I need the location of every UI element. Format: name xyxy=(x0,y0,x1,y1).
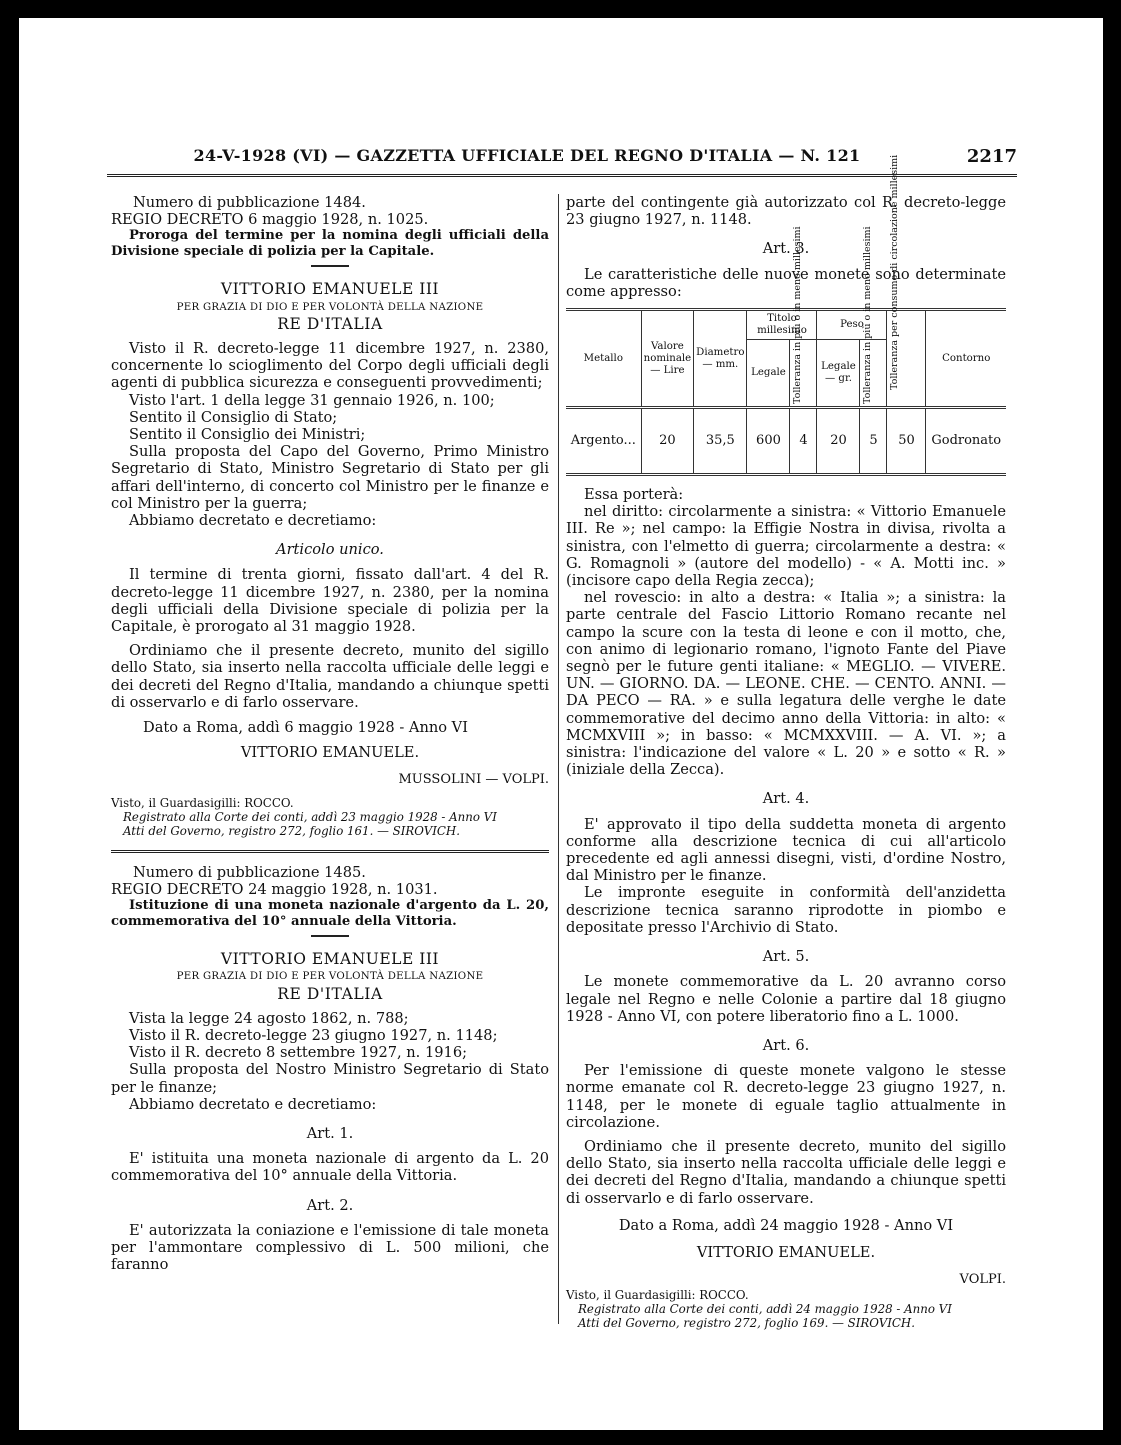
table-cell: 600 xyxy=(747,408,790,475)
table-cell: 50 xyxy=(887,408,926,475)
table-row xyxy=(566,408,1006,475)
table-header: Tolleranza in più o in meno millesimi xyxy=(792,226,804,405)
table-header: Legale — gr. xyxy=(817,340,860,408)
table-header: Titolo millesimo xyxy=(747,310,817,340)
table-header: Tolleranza in più o in meno millesimi xyxy=(862,226,874,405)
decree-subject: Proroga del termine per la nomina degli ufficiali della Divisione speciale di polizia per la Capitale. xyxy=(111,228,549,259)
dated-line: Dato a Roma, addì 6 maggio 1928 - Anno VI xyxy=(143,719,468,737)
article-heading: Art. 1. xyxy=(306,1124,354,1142)
section-separator xyxy=(111,850,549,856)
signature: VITTORIO EMANUELE. xyxy=(696,1243,876,1261)
table-header: Peso xyxy=(817,310,887,340)
article-heading: Art. 3. xyxy=(762,240,810,258)
preamble-line: Sentito il Consiglio dei Ministri; xyxy=(129,426,366,444)
page-number: 2217 xyxy=(966,146,1017,167)
article-heading: Art. 5. xyxy=(762,948,810,966)
preamble-line: Sentito il Consiglio di Stato; xyxy=(129,408,338,426)
grace-line: PER GRAZIA DI DIO E PER VOLONTÀ DELLA NAZIONE xyxy=(176,971,484,983)
table-cell: 4 xyxy=(790,408,817,475)
preamble-line: Visto il R. decreto 8 settembre 1927, n. 1916; xyxy=(129,1044,468,1062)
ministers-signature: VOLPI. xyxy=(959,1272,1006,1288)
article-heading: Art. 2. xyxy=(306,1196,354,1214)
page-header xyxy=(107,146,1017,177)
decree-subject: Istituzione di una moneta nazionale d'argento da L. 20, commemorativa del 10° annuale della Vittoria. xyxy=(111,898,549,929)
table-header: Tolleranza per consumo di circolazione millesimi xyxy=(889,154,901,390)
table-header: Contorno xyxy=(926,310,1006,408)
order-text: Ordiniamo che il presente decreto, munito del sigillo dello Stato, sia inserto nella raccolta ufficiale delle leggi e dei decreti del Regno d'Italia, mandando a chiunque spetti di osservarlo e di farlo osservare. xyxy=(566,1137,1006,1207)
body-text: nel rovescio: in alto a destra: « Italia »; a sinistra: la parte centrale del Fascio Littorio Romano recante nel campo la scure con la testa di leone e con il motto, che, con animo di legionario romano, l'ignoto Fante del Piave segnò per le future genti italiane: « MEGLIO. — VIVERE. UN. — GIORNO. DA. — LEONE. CHE. — CENTO. ANNI. — DA PECO — RA. » e sulla legatura delle verghe le date commemorative del decimo anno della Vittoria: in alto: « MCMXVIII »; in basso: « MCMXXVIII. — A. VI. »; a sinistra: l'indicazione del valore « L. 20 » e sotto « R. » (iniziale della Zecca). xyxy=(566,589,1006,779)
table-header: Valore nominale — Lire xyxy=(641,310,694,408)
re-ditalia: RE D'ITALIA xyxy=(277,984,383,1003)
re-ditalia: RE D'ITALIA xyxy=(277,314,383,333)
table-cell: Argento... xyxy=(566,408,641,475)
table-header: Diametro — mm. xyxy=(694,310,747,408)
table-header: Legale xyxy=(747,340,790,408)
dated-line: Dato a Roma, addì 24 maggio 1928 - Anno VI xyxy=(618,1216,954,1234)
preamble-line: Visto l'art. 1 della legge 31 gennaio 1926, n. 100; xyxy=(129,391,495,409)
grace-line: PER GRAZIA DI DIO E PER VOLONTÀ DELLA NAZIONE xyxy=(176,301,484,313)
body-text: Essa porterà: xyxy=(584,486,684,504)
registry-line: Atti del Governo, registro 272, foglio 161. — SIROVICH. xyxy=(123,823,460,838)
table-header: Metallo xyxy=(566,310,641,408)
table-cell: Godronato xyxy=(926,408,1006,475)
article-text: Le monete commemorative da L. 20 avranno corso legale nel Regno e nelle Colonie a partire dal 18 giugno 1928 - Anno VI, con potere liberatorio fino a L. 1000. xyxy=(566,973,1006,1025)
decree-heading: REGIO DECRETO 24 maggio 1928, n. 1031. xyxy=(111,880,438,898)
article-text: E' approvato il tipo della suddetta moneta di argento conforme alla descrizione tecnica di cui all'articolo precedente ed agli annessi disegni, visti, d'ordine Nostro, dal Ministro per le finanze. xyxy=(566,815,1006,885)
article-heading: Art. 6. xyxy=(762,1036,810,1054)
visto-line: Visto, il Guardasigilli: ROCCO. xyxy=(111,795,294,810)
visto-line: Visto, il Guardasigilli: ROCCO. xyxy=(566,1288,749,1303)
publication-number: Numero di pubblicazione 1485. xyxy=(133,863,366,881)
article-heading: Articolo unico. xyxy=(276,541,384,559)
gazette-page xyxy=(19,18,1103,1430)
article-text: Il termine di trenta giorni, fissato dall'art. 4 del R. decreto-legge 11 dicembre 1927, n. 2380, per la nomina degli ufficiali della Divisione speciale di polizia per la Capitale, è prorogato al 31 maggio 1928. xyxy=(111,566,549,636)
registration-line: Registrato alla Corte dei conti, addì 24 maggio 1928 - Anno VI xyxy=(578,1302,952,1317)
right-column xyxy=(566,154,1006,1331)
preamble-line: Sulla proposta del Capo del Governo, Primo Ministro Segretario di Stato, Ministro Segretario di Stato per gli affari dell'interno, di concerto col Ministro per le finanze e col Ministro per la guerra; xyxy=(111,443,549,512)
short-rule xyxy=(311,265,349,267)
short-rule xyxy=(311,935,349,937)
article-text: E' autorizzata la coniazione e l'emissione di tale moneta per l'ammontare complessivo di L. 500 milioni, che faranno xyxy=(111,1221,549,1274)
article-text: Le impronte eseguite in conformità dell'anzidetta descrizione tecnica saranno riprodotte in piombo e depositate presso l'Archivio di Stato. xyxy=(566,884,1006,936)
continued-text: parte del contingente già autorizzato col R. decreto-legge 23 giugno 1927, n. 1148. xyxy=(566,194,1006,229)
article-text: E' istituita una moneta nazionale di argento da L. 20 commemorativa del 10° annuale della Vittoria. xyxy=(111,1150,549,1185)
article-text: Per l'emissione di queste monete valgono le stesse norme emanate col R. decreto-legge 23 giugno 1927, n. 1148, per le monete di eguale taglio attualmente in circolazione. xyxy=(566,1062,1006,1131)
header-title: 24-V-1928 (VI) — GAZZETTA UFFICIALE DEL REGNO D'ITALIA — N. 121 xyxy=(193,146,861,165)
preamble-line: Sulla proposta del Nostro Ministro Segretario di Stato per le finanze; xyxy=(111,1061,549,1096)
left-column xyxy=(111,194,549,1273)
table-cell: 35,5 xyxy=(694,408,747,475)
table-cell: 20 xyxy=(641,408,694,475)
table-cell: 20 xyxy=(817,408,860,475)
column-divider xyxy=(558,194,559,1324)
king-name: VITTORIO EMANUELE III xyxy=(220,280,440,299)
preamble-line: Vista la legge 24 agosto 1862, n. 788; xyxy=(129,1009,409,1027)
king-name: VITTORIO EMANUELE III xyxy=(220,950,440,969)
preamble-line: Abbiamo decretato e decretiamo: xyxy=(129,512,377,530)
preamble-line: Abbiamo decretato e decretiamo: xyxy=(129,1095,377,1113)
preamble-line: Visto il R. decreto-legge 11 dicembre 1927, n. 2380, concernente lo scioglimento del Corpo degli ufficiali degli agenti di pubblica sicurezza e conseguenti provvedimenti; xyxy=(111,340,549,392)
article-heading: Art. 4. xyxy=(762,790,810,808)
preamble-line: Visto il R. decreto-legge 23 giugno 1927, n. 1148; xyxy=(129,1026,498,1044)
table-cell: 5 xyxy=(860,408,887,475)
publication-number: Numero di pubblicazione 1484. xyxy=(133,194,366,211)
order-text: Ordiniamo che il presente decreto, munito del sigillo dello Stato, sia inserto nella raccolta ufficiale delle leggi e dei decreti del Regno d'Italia, mandando a chiunque spetti di osservarlo e di farlo osservare. xyxy=(111,642,549,711)
ministers-signature: MUSSOLINI — VOLPI. xyxy=(398,772,549,788)
article-text: Le caratteristiche delle nuove monete sono determinate come appresso: xyxy=(566,265,1006,300)
body-text: nel diritto: circolarmente a sinistra: « Vittorio Emanuele III. Re »; nel campo: la Effigie Nostra in divisa, rivolta a sinistra, con l'elmetto di guerra; circolarmente a destra: « G. Romagnoli » (autore del modello) - « A. Motti inc. » (incisore capo della Regia zecca); xyxy=(566,503,1006,590)
registration-line: Registrato alla Corte dei conti, addì 23 maggio 1928 - Anno VI xyxy=(123,809,497,824)
registry-line: Atti del Governo, registro 272, foglio 169. — SIROVICH. xyxy=(578,1316,915,1331)
signature: VITTORIO EMANUELE. xyxy=(240,744,420,762)
decree-heading: REGIO DECRETO 6 maggio 1928, n. 1025. xyxy=(111,211,429,229)
